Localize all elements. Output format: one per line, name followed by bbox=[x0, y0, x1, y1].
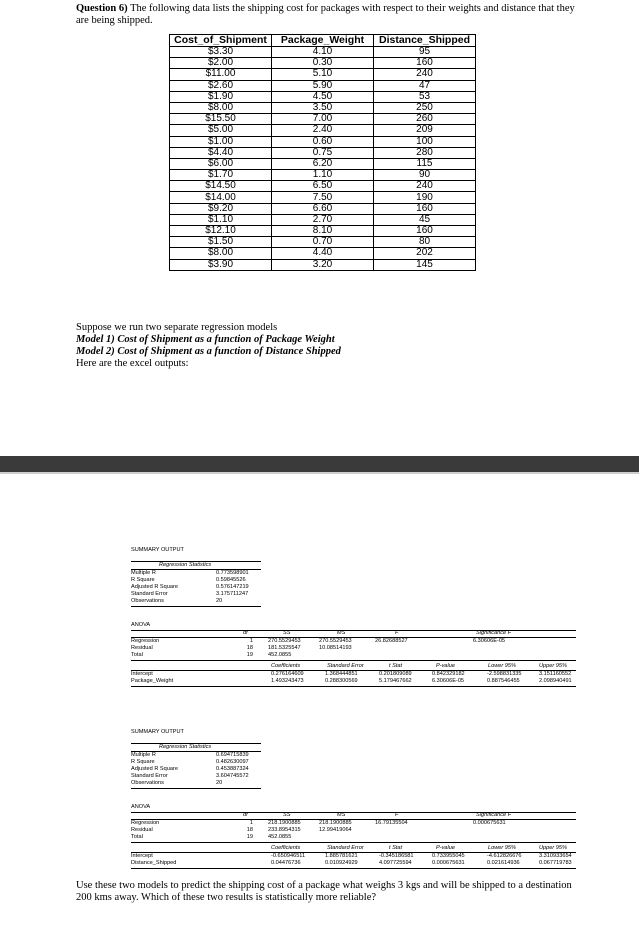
distance-cell: 160 bbox=[374, 203, 476, 214]
table-rule bbox=[131, 606, 261, 607]
stat-value: 0.59845526 bbox=[216, 577, 246, 583]
cost-cell: $1.00 bbox=[170, 136, 272, 147]
cost-cell: $1.70 bbox=[170, 170, 272, 181]
table-row bbox=[170, 102, 476, 113]
cost-cell: $4.40 bbox=[170, 147, 272, 158]
page-divider bbox=[0, 456, 639, 472]
header-weight: Package_Weight bbox=[272, 35, 374, 47]
stat-value: 0.453887324 bbox=[216, 766, 249, 772]
anova-header: df bbox=[243, 630, 248, 636]
distance-cell: 53 bbox=[374, 91, 476, 102]
stat-label: Observations bbox=[131, 598, 164, 604]
coef-header: P-value bbox=[436, 663, 455, 669]
coef-value: 1.885781621 bbox=[325, 853, 358, 859]
anova-sig: 6.30606E-05 bbox=[473, 638, 506, 644]
coef-value: -0.345186581 bbox=[379, 853, 414, 859]
weight-cell: 0.70 bbox=[272, 237, 374, 248]
anova-ms: 12.99419064 bbox=[319, 827, 352, 833]
coef-header: Coefficients bbox=[271, 845, 301, 851]
cost-cell: $2.00 bbox=[170, 58, 272, 69]
anova-ms: 270.5529453 bbox=[319, 638, 352, 644]
table-row bbox=[170, 237, 476, 248]
distance-cell: 240 bbox=[374, 69, 476, 80]
coef-row-label: Intercept bbox=[131, 853, 153, 859]
anova-title: ANOVA bbox=[131, 622, 151, 628]
header-cost: Cost_of_Shipment bbox=[170, 35, 272, 47]
distance-cell: 250 bbox=[374, 102, 476, 113]
weight-cell: 6.20 bbox=[272, 158, 374, 169]
weight-cell: 6.60 bbox=[272, 203, 374, 214]
stats-title: Regression Statistics bbox=[159, 562, 212, 568]
anova-header: SS bbox=[283, 630, 291, 636]
stat-value: 3.175711247 bbox=[216, 591, 249, 597]
stat-value: 0.773598901 bbox=[216, 570, 249, 576]
weight-cell: 2.70 bbox=[272, 214, 374, 225]
weight-cell: 1.10 bbox=[272, 170, 374, 181]
weight-cell: 7.50 bbox=[272, 192, 374, 203]
table-row bbox=[170, 47, 476, 58]
anova-header: Significance F bbox=[476, 630, 512, 636]
anova-title: ANOVA bbox=[131, 804, 151, 810]
table-row bbox=[170, 147, 476, 158]
stat-label: Adjusted R Square bbox=[131, 766, 178, 772]
anova-ss: 218.1900885 bbox=[268, 820, 301, 826]
cost-cell: $6.00 bbox=[170, 158, 272, 169]
model2-line: Model 2) Cost of Shipment as a function of Distance Shipped bbox=[76, 346, 341, 357]
table-row bbox=[170, 170, 476, 181]
summary-title: SUMMARY OUTPUT bbox=[131, 729, 184, 735]
table-row bbox=[170, 91, 476, 102]
coef-value: 2.098940491 bbox=[539, 678, 572, 684]
coef-value: 4.097725594 bbox=[379, 860, 412, 866]
coef-row-label: Distance_Shipped bbox=[131, 860, 177, 866]
intro-text bbox=[76, 322, 341, 370]
coef-value: 6.30606E-05 bbox=[432, 678, 465, 684]
table-row bbox=[170, 192, 476, 203]
cost-cell: $9.20 bbox=[170, 203, 272, 214]
weight-cell: 6.50 bbox=[272, 181, 374, 192]
anova-df: 1 bbox=[249, 820, 253, 826]
weight-cell: 0.60 bbox=[272, 136, 374, 147]
coef-value: 0.842329182 bbox=[432, 671, 465, 677]
anova-row-label: Regression bbox=[131, 638, 160, 644]
distance-cell: 80 bbox=[374, 237, 476, 248]
shipping-table-body bbox=[170, 47, 476, 271]
summary-title: SUMMARY OUTPUT bbox=[131, 547, 184, 553]
weight-cell: 0.30 bbox=[272, 58, 374, 69]
table-rule bbox=[131, 637, 576, 638]
table-rule bbox=[131, 686, 576, 687]
anova-df: 18 bbox=[246, 827, 253, 833]
stat-label: Multiple R bbox=[131, 752, 156, 758]
table-row bbox=[170, 181, 476, 192]
stat-label: Standard Error bbox=[131, 773, 168, 779]
anova-row-label: Total bbox=[131, 834, 143, 840]
model1-line: Model 1) Cost of Shipment as a function of Package Weight bbox=[76, 334, 335, 345]
anova-ss: 452.0855 bbox=[268, 652, 292, 658]
coef-value: 0.201809089 bbox=[379, 671, 412, 677]
cost-cell: $3.90 bbox=[170, 259, 272, 270]
weight-cell: 3.50 bbox=[272, 102, 374, 113]
distance-cell: 160 bbox=[374, 226, 476, 237]
cost-cell: $8.00 bbox=[170, 248, 272, 259]
cost-cell: $1.90 bbox=[170, 91, 272, 102]
anova-header: df bbox=[243, 812, 248, 818]
anova-row-label: Residual bbox=[131, 827, 153, 833]
stat-label: Observations bbox=[131, 780, 164, 786]
distance-cell: 202 bbox=[374, 248, 476, 259]
distance-cell: 209 bbox=[374, 125, 476, 136]
shipping-data-table bbox=[169, 34, 476, 271]
anova-df: 19 bbox=[246, 652, 253, 658]
distance-cell: 260 bbox=[374, 114, 476, 125]
weight-cell: 2.40 bbox=[272, 125, 374, 136]
table-row bbox=[170, 214, 476, 225]
stat-value: 3.604745572 bbox=[216, 773, 249, 779]
anova-df: 1 bbox=[249, 638, 253, 644]
distance-cell: 160 bbox=[374, 58, 476, 69]
cost-cell: $14.00 bbox=[170, 192, 272, 203]
distance-cell: 47 bbox=[374, 80, 476, 91]
distance-cell: 115 bbox=[374, 158, 476, 169]
table-row bbox=[170, 136, 476, 147]
anova-header: F bbox=[395, 630, 399, 636]
anova-row-label: Residual bbox=[131, 645, 153, 651]
weight-cell: 4.10 bbox=[272, 47, 374, 58]
coef-value: 5.179467662 bbox=[379, 678, 412, 684]
distance-cell: 90 bbox=[374, 170, 476, 181]
distance-cell: 240 bbox=[374, 181, 476, 192]
coef-row-label: Package_Weight bbox=[131, 678, 174, 684]
coef-value: 0.067719783 bbox=[539, 860, 572, 866]
coef-value: 0.010924929 bbox=[325, 860, 358, 866]
stat-value: 20 bbox=[216, 598, 223, 604]
distance-cell: 145 bbox=[374, 259, 476, 270]
table-rule bbox=[131, 842, 576, 843]
weight-cell: 8.10 bbox=[272, 226, 374, 237]
table-row bbox=[170, 248, 476, 259]
anova-ss: 270.5529453 bbox=[268, 638, 301, 644]
cost-cell: $15.50 bbox=[170, 114, 272, 125]
page-divider-shadow bbox=[0, 472, 639, 474]
cost-cell: $14.50 bbox=[170, 181, 272, 192]
anova-row-label: Regression bbox=[131, 820, 160, 826]
anova-row-label: Total bbox=[131, 652, 143, 658]
table-row bbox=[170, 226, 476, 237]
intro-outputs-line: Here are the excel outputs: bbox=[76, 358, 189, 369]
table-rule bbox=[131, 788, 261, 789]
coef-header: Upper 95% bbox=[539, 663, 567, 669]
anova-sig: 0.000675631 bbox=[473, 820, 506, 826]
table-rule bbox=[131, 660, 576, 661]
distance-cell: 100 bbox=[374, 136, 476, 147]
coef-header: Coefficients bbox=[271, 663, 301, 669]
coef-header: Standard Error bbox=[327, 845, 364, 851]
distance-cell: 95 bbox=[374, 47, 476, 58]
stat-label: R Square bbox=[131, 577, 155, 583]
coef-value: -0.650946511 bbox=[271, 853, 306, 859]
final-question: Use these two models to predict the shipping cost of a package what weighs 3 kgs and will be shipped to a destination 200 kms away. Which of these two results is statistically more reliable? bbox=[76, 880, 572, 903]
cost-cell: $5.00 bbox=[170, 125, 272, 136]
cost-cell: $12.10 bbox=[170, 226, 272, 237]
table-row bbox=[170, 114, 476, 125]
distance-cell: 280 bbox=[374, 147, 476, 158]
coef-header: Upper 95% bbox=[539, 845, 567, 851]
coef-header: t Stat bbox=[389, 845, 403, 851]
table-row bbox=[170, 125, 476, 136]
anova-header: Significance F bbox=[476, 812, 512, 818]
table-row bbox=[170, 58, 476, 69]
table-row bbox=[170, 80, 476, 91]
coef-value: 3.151160552 bbox=[539, 671, 572, 677]
coef-value: 0.276164609 bbox=[271, 671, 304, 677]
weight-cell: 5.90 bbox=[272, 80, 374, 91]
cost-cell: $3.30 bbox=[170, 47, 272, 58]
coef-value: 0.733955045 bbox=[432, 853, 465, 859]
coef-header: Lower 95% bbox=[488, 663, 516, 669]
coef-value: -2.598831335 bbox=[487, 671, 522, 677]
anova-ss: 233.8954315 bbox=[268, 827, 301, 833]
coef-value: 3.310933654 bbox=[539, 853, 572, 859]
distance-cell: 190 bbox=[374, 192, 476, 203]
anova-header: MS bbox=[337, 630, 346, 636]
anova-ms: 218.1900885 bbox=[319, 820, 352, 826]
anova-df: 19 bbox=[246, 834, 253, 840]
weight-cell: 7.00 bbox=[272, 114, 374, 125]
stat-value: 0.482630097 bbox=[216, 759, 249, 765]
coef-value: 1.493243473 bbox=[271, 678, 304, 684]
stats-title: Regression Statistics bbox=[159, 744, 212, 750]
coef-row-label: Intercept bbox=[131, 671, 153, 677]
anova-f: 16.79135504 bbox=[375, 820, 408, 826]
question-label: Question 6) bbox=[76, 3, 128, 14]
anova-df: 18 bbox=[246, 645, 253, 651]
coef-value: 0.288300569 bbox=[325, 678, 358, 684]
coef-header: Standard Error bbox=[327, 663, 364, 669]
distance-cell: 45 bbox=[374, 214, 476, 225]
coef-value: 0.000675631 bbox=[432, 860, 465, 866]
anova-header: MS bbox=[337, 812, 346, 818]
table-row bbox=[170, 203, 476, 214]
header-distance: Distance_Shipped bbox=[374, 35, 476, 47]
anova-header: F bbox=[395, 812, 399, 818]
cost-cell: $8.00 bbox=[170, 102, 272, 113]
coef-value: 0.021614936 bbox=[487, 860, 520, 866]
anova-f: 26.82688527 bbox=[375, 638, 408, 644]
cost-cell: $2.60 bbox=[170, 80, 272, 91]
cost-cell: $1.10 bbox=[170, 214, 272, 225]
question-text bbox=[76, 3, 576, 27]
weight-cell: 3.20 bbox=[272, 259, 374, 270]
cost-cell: $1.50 bbox=[170, 237, 272, 248]
stat-label: Standard Error bbox=[131, 591, 168, 597]
weight-cell: 4.40 bbox=[272, 248, 374, 259]
coef-value: -4.612826676 bbox=[487, 853, 522, 859]
anova-ss: 181.5325547 bbox=[268, 645, 301, 651]
table-row bbox=[170, 69, 476, 80]
coef-header: P-value bbox=[436, 845, 455, 851]
table-header-row bbox=[170, 35, 476, 47]
table-rule bbox=[131, 868, 576, 869]
stat-label: R Square bbox=[131, 759, 155, 765]
stat-label: Adjusted R Square bbox=[131, 584, 178, 590]
stat-value: 0.694715839 bbox=[216, 752, 249, 758]
anova-ss: 452.0855 bbox=[268, 834, 292, 840]
weight-cell: 0.75 bbox=[272, 147, 374, 158]
cost-cell: $11.00 bbox=[170, 69, 272, 80]
stat-value: 0.576147219 bbox=[216, 584, 249, 590]
coef-value: 0.04476736 bbox=[271, 860, 301, 866]
table-row bbox=[170, 259, 476, 270]
weight-cell: 4.50 bbox=[272, 91, 374, 102]
table-rule bbox=[131, 819, 576, 820]
coef-header: Lower 95% bbox=[488, 845, 516, 851]
question-body: The following data lists the shipping cost for packages with respect to their weights and distance that they are being shipped. bbox=[76, 3, 575, 26]
coef-value: 1.368444851 bbox=[325, 671, 358, 677]
weight-cell: 5.10 bbox=[272, 69, 374, 80]
intro-line: Suppose we run two separate regression models bbox=[76, 322, 278, 333]
coef-value: 0.887546455 bbox=[487, 678, 520, 684]
anova-header: SS bbox=[283, 812, 291, 818]
coef-header: t Stat bbox=[389, 663, 403, 669]
anova-ms: 10.08514193 bbox=[319, 645, 352, 651]
stat-value: 20 bbox=[216, 780, 223, 786]
table-row bbox=[170, 158, 476, 169]
stat-label: Multiple R bbox=[131, 570, 156, 576]
